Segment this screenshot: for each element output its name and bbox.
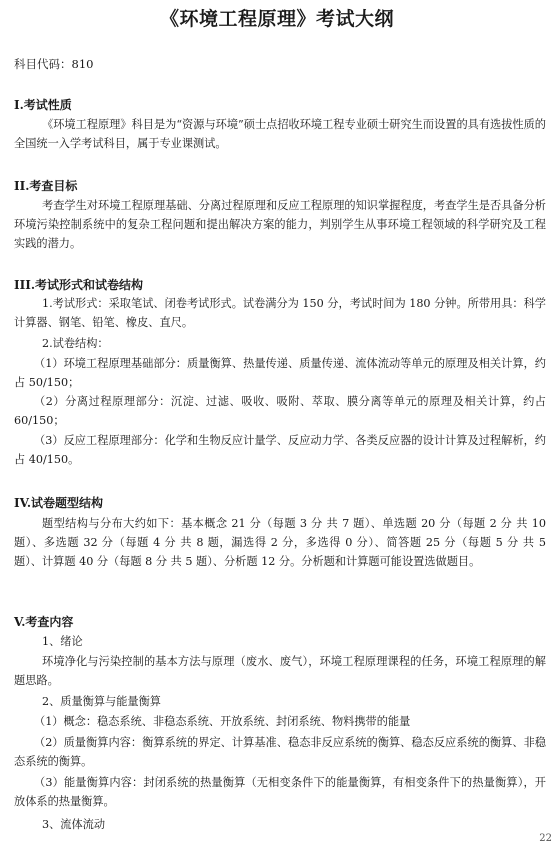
section-heading-content: V.考查内容	[14, 615, 74, 629]
section-heading-objectives: II.考查目标	[14, 179, 78, 193]
structure-part-basics: （1）环境工程原理基础部分：质量衡算、热量传递、质量传递、流体流动等单元的原理及相关计算，约占 50/150；	[14, 357, 546, 389]
exam-structure-label: 2.试卷结构：	[42, 337, 109, 350]
content-item-intro-text: 环境净化与污染控制的基本方法与原理（废水、废气），环境工程原理课程的任务，环境工程原理的解题思路。	[14, 655, 546, 687]
balance-concepts: （1）概念：稳态系统、非稳态系统、开放系统、封闭系统、物料携带的能量	[34, 715, 411, 728]
section-text-nature: 《环境工程原理》科目是为“资源与环境”硕士点招收环境工程专业硕士研究生而设置的具有选拔性质的全国统一入学考试科目，属于专业课测试。	[14, 118, 546, 150]
content-item-intro: 1、绪论	[42, 635, 83, 648]
structure-part-separation: （2）分离过程原理部分：沉淀、过滤、吸收、吸附、萃取、膜分离等单元的原理及相关计算，约占 60/150；	[14, 395, 546, 427]
content-item-balance: 2、质量衡算与能量衡算	[42, 695, 161, 708]
exam-form-paragraph: 1.考试形式：采取笔试、闭卷考试形式。试卷满分为 150 分，考试时间为 180 分钟。所带用具：科学计算器、钢笔、铅笔、橡皮、直尺。	[14, 297, 546, 329]
page-number: 22	[539, 833, 552, 844]
section-text-objectives: 考查学生对环境工程原理基础、分离过程原理和反应工程原理的知识掌握程度，考查学生是否具备分析环境污染控制系统中的复杂工程问题和提出解决方案的能力，判别学生从事环境工程领域的科学研究及工程实践的潜力。	[14, 199, 546, 250]
content-item-fluid-flow: 3、流体流动	[42, 818, 106, 831]
section-heading-nature: I.考试性质	[14, 98, 72, 112]
balance-mass-content: （2）质量衡算内容：衡算系统的界定、计算基准、稳态非反应系统的衡算、稳态反应系统的衡算、非稳态系统的衡算。	[14, 736, 546, 768]
document-title: 《环境工程原理》考试大纲	[159, 8, 394, 30]
section-text-question-types: 题型结构与分布大约如下：基本概念 21 分（每题 3 分 共 7 题）、单选题 20 分（每题 2 分 共 10 题）、多选题 32 分（每题 4 分 共 8 题，漏选得 2 分，多选得 0 分）、简答题 25 分（每题 5 分 共 5 题）、计算题 40 分（每题 8 分 共 5 题）、分析题 12 分。分析题和计算题可能设置选做题目。	[14, 517, 546, 568]
section-heading-exam-form: III.考试形式和试卷结构	[14, 278, 144, 292]
section-heading-question-types: IV.试卷题型结构	[14, 496, 104, 510]
structure-part-reaction: （3）反应工程原理部分：化学和生物反应计量学、反应动力学、各类反应器的设计计算及过程解析，约占 40/150。	[14, 434, 546, 466]
subject-code: 科目代码：810	[14, 57, 94, 71]
balance-energy-content: （3）能量衡算内容：封闭系统的热量衡算（无相变条件下的能量衡算，有相变条件下的热量衡算），开放体系的热量衡算。	[14, 776, 546, 808]
